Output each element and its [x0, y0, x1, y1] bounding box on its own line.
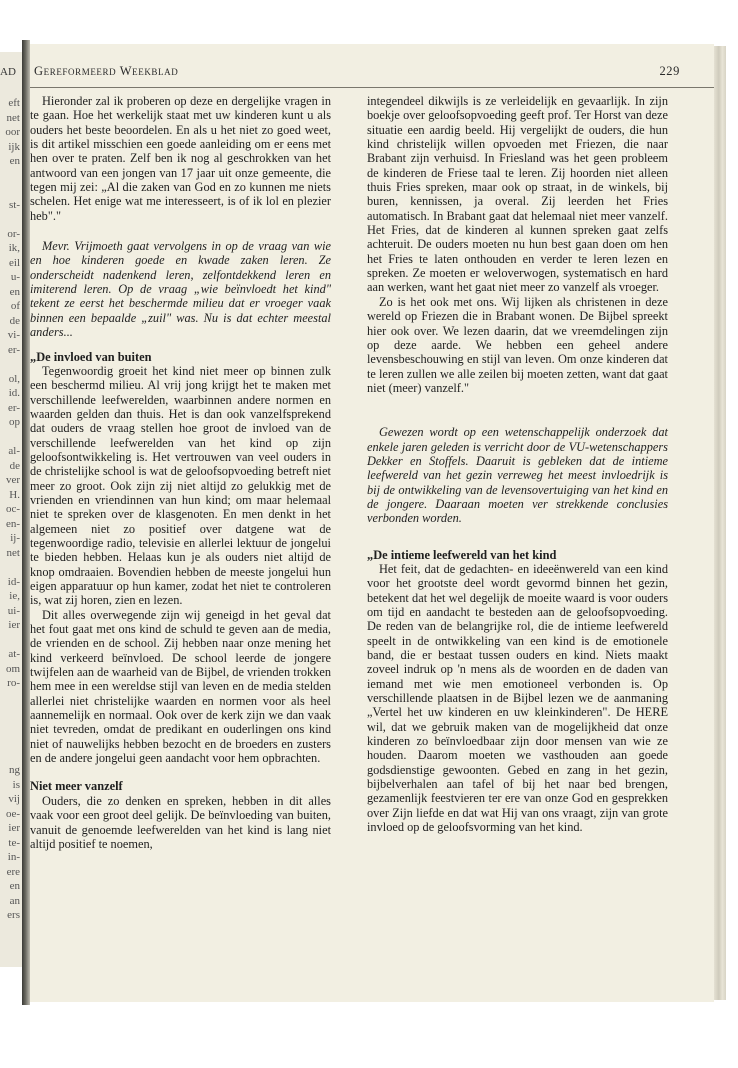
- previous-page-fragment: [0, 357, 22, 372]
- previous-page-fragment: [0, 749, 22, 764]
- previous-page-fragment: H.: [9, 488, 20, 501]
- previous-page-fragment: oc-: [5, 503, 20, 515]
- previous-page-fragment: id.: [8, 387, 20, 399]
- previous-page-fragment: net: [6, 111, 20, 124]
- intro-italic-paragraph: Gewezen wordt op een wetenschappelijk onderzoek dat enkele jaren geleden is verricht door de VU-wetenschappers Dekker en Stoffels. Daaruit is gebleken dat de intieme leefwereld van het gezin verreweg het meest invloedrijk is bij de ontwikkeling van de levensovertuiging van het kind en de jongere. Daaraan moeten ver strekkende conclusies verbonden worden.: [367, 425, 668, 526]
- publication-title: Gereformeerd Weekblad: [34, 64, 179, 78]
- right-column: [367, 94, 668, 835]
- page-stack-edge: [714, 46, 726, 1000]
- previous-page-fragment: ro-: [7, 677, 20, 689]
- previous-page-fragment: [0, 633, 22, 648]
- paragraph: Dit alles overwegende zijn wij geneigd in het geval dat het fout gaat met ons kind de schuld te geven aan de media, de vrienden en de school. Zij hebben naar onze mening het kind verkeerd beïnvloed. De school leerde de jongere twijfelen aan de waarheid van de Bijbel, de vrienden trokken hem mee in een wereldse stijl van leven en de media stelden allerlei niet christelijke waarden en normen voor als heel aannemelijk en normaal. Ook over de kerk zijn we dan vaak niet tevreden, omdat de predikant en ouderlingen ons kind niet of nauwelijks hebben bezocht en de broeders en zusters en de andere jongelui geen aandacht voor hem opbrachten.: [30, 607, 331, 766]
- previous-page-fragment: [0, 691, 22, 706]
- previous-page-fragment: ers: [7, 909, 20, 921]
- previous-page-fragment: om: [5, 662, 20, 675]
- previous-page-fragment: vij: [8, 793, 20, 805]
- previous-page-fragment: u-: [10, 271, 20, 283]
- magazine-page: [30, 44, 714, 1002]
- previous-page-fragment: id-: [7, 575, 20, 588]
- previous-page-fragment: of: [10, 300, 20, 312]
- intro-italic-paragraph: Mevr. Vrijmoeth gaat vervolgens in op de vraag van wie en hoe kinderen goede en kwade zaken leren. Ze onderscheidt nadenkend leren, zelfontdekkend leren en imiterend leren. Op de vraag „wie beïnvloedt het kind" tekent ze eerst het beschermde milieu dat er vroeger vaak binnen een bepaalde „zuil" was. Nu is dat echter meestal anders...: [30, 239, 331, 340]
- previous-page-fragment: vi-: [7, 329, 20, 341]
- previous-page-fragment: [0, 430, 22, 445]
- running-header: [34, 64, 680, 80]
- previous-page-fragment: ver: [5, 474, 20, 486]
- previous-page-fragment: eft: [8, 97, 20, 109]
- previous-page-header-fragment: AD: [0, 66, 16, 78]
- paragraph: integendeel dikwijls is ze verleidelijk en gevaarlijk. In zijn boekje over geloofsopvoeding geeft prof. Ter Horst van deze situatie een aardig beeld. Hij vergelijkt de ouders, die hun kind christelijk willen opvoeden met Friezen, die naar Brabant zijn verhuisd. In Friesland was het geen probleem de kinderen de Friese taal te leren. Zij hoorden niet alleen thuis Fries spreken, maar ook op straat, in de winkels, bij buren, kennissen, ja overal. Zij leerden het Fries automatisch. In Brabant gaat dat helemaal niet meer vanzelf. Het Fries, dat de kinderen al kunnen spreken gaat zelfs achteruit. De ouders moeten nu hun best gaan doen om hen het Fries te laten onthouden en verder te leren lezen en spreken. Ze moeten er weloverwogen, systematisch en hard aan werken, want het gaat niet meer zo vanzelf als vroeger.: [367, 94, 668, 295]
- previous-page-fragment: oor: [5, 126, 20, 138]
- previous-page-fragment: en: [9, 285, 20, 298]
- previous-page-fragment: in-: [7, 851, 20, 863]
- previous-page-fragment: or-: [7, 227, 20, 240]
- previous-page-fragment: [0, 169, 22, 184]
- previous-page-fragment: ere: [6, 865, 20, 878]
- previous-page-fragment: at-: [8, 648, 20, 660]
- paragraph: Hieronder zal ik proberen op deze en dergelijke vragen in te gaan. Hoe het werkelijk staat met uw kinderen kunt u als ouders het beste beoordelen. En als u het niet zo goed weet, is dit artikel misschien een goede aanleiding om er eens met hen over te praten. Zelf ben ik nog al geschrokken van het antwoord van een jongen van 17 jaar uit onze gemeente, die tegen mij zei: „Al die zaken van God en zo kunnen me niets schelen. Het enige wat me interesseert, is of ik lol en plezier heb".": [30, 94, 331, 223]
- previous-page-fragment: st-: [9, 198, 20, 211]
- previous-page-fragment: [0, 560, 22, 575]
- previous-page-line-fragments: [0, 96, 22, 923]
- previous-page-fragment: ier: [8, 619, 20, 631]
- header-rule: [30, 87, 714, 88]
- section-heading: „De intieme leefwereld van het kind: [367, 547, 557, 562]
- previous-page-fragment: ie,: [9, 590, 20, 602]
- previous-page-fragment: de: [9, 314, 20, 327]
- previous-page-fragment: en: [9, 155, 20, 167]
- previous-page-fragment: ng: [9, 764, 20, 776]
- previous-page-fragment: ier: [8, 822, 20, 834]
- previous-page-fragment: op: [9, 416, 20, 428]
- previous-page-fragment: an: [9, 894, 20, 907]
- previous-page-fragment: de: [9, 459, 20, 472]
- book-binding: [22, 40, 30, 1005]
- previous-page-fragment: oe-: [5, 807, 20, 820]
- previous-page-fragment: [0, 183, 22, 198]
- previous-page-fragment: en-: [5, 517, 20, 530]
- paragraph: Ouders, die zo denken en spreken, hebben in dit alles vaak voor een groot deel gelijk. De beïnvloeding van buiten, vanuit de genoemde leefwerelden van het kind is lang niet altijd positief te noemen,: [30, 793, 331, 851]
- previous-page-fragment: net: [6, 546, 20, 559]
- page-number: 229: [659, 64, 680, 78]
- previous-page-fragment: ik,: [8, 242, 20, 254]
- paragraph: Tegenwoordig groeit het kind niet meer op binnen zulk een beschermd milieu. Al vrij jong krijgt het te maken met verschillende leefwerelden, waarbinnen andere normen en waarden gelden dan thuis. Het is dan ook vanzelfsprekend dat ouders de vraag stellen hoe groot de invloed van de verschillende leefwerelden van het kind op zijn geloofsontwikkeling is. Het vertrouwen van veel ouders in de christelijke school is wat de geloofsopvoeding betreft niet meer zo groot. Ook zijn zij niet altijd zo gelukkig met de vrienden en vriendinnen van hun kind; om maar helemaal niet te spreken over de klasgenoten. En men denkt in het algemeen niet zo positief over datgene wat de tegenwoordige radio, televisie en allerlei lektuur de jongelui te bieden hebben. Helaas kun je als ouders niet altijd de knop omdraaien. Bovendien hebben de meeste jongelui hun eigen apparatuur op hun kamer, zodat het niet te controleren is, wat zij horen, zien en lezen.: [30, 363, 331, 608]
- previous-page-fragment: is: [12, 778, 20, 791]
- previous-page-fragment: ijk: [8, 140, 20, 153]
- previous-page-fragment: en: [9, 880, 20, 892]
- previous-page-fragment: er-: [8, 343, 20, 356]
- previous-page-fragment: ui-: [7, 604, 20, 617]
- previous-page-fragment: te-: [8, 836, 20, 849]
- previous-page-fragment: er-: [8, 401, 20, 414]
- paragraph: Het feit, dat de gedachten- en ideeënwereld van een kind voor het grootste deel wordt gevormd binnen het gezin, betekent dat het wel degelijk de moeite waard is voor ouders om tijd en aandacht te besteden aan de geloofsopvoeding. De reden van de belangrijke rol, die de intieme leefwereld speelt in de ontwikkeling van een kind is de emotionele band, die er bestaat tussen ouders en kind. Niets maakt zoveel indruk op 'n mens als de woorden en de daden van iemand met wie men emotioneel verbonden is. Op verschillende plaatsen in de Bijbel lezen we de aanmaning „Vertel het uw kinderen en uw kleinkinderen". De HERE wil, dat we gebruik maken van de mogelijkheid dat onze kinderen zo beïnvloedbaar zijn door mensen van wie ze houden. Daarom moeten we vasthouden aan goede godsdienstige gewoonten. Gebed en zang in het gezin, bijbelverhalen aan tafel of bij het naar bed brengen, gezamenlijk feestvieren ter ere van onze God en gesprekken over Zijn liefde en dat wat Hij van ons vraagt, zijn van grote invloed op de geloofsvorming van het kind.: [367, 561, 668, 835]
- previous-page-fragment: ol,: [8, 372, 20, 385]
- previous-page-fragment: al-: [8, 445, 20, 457]
- previous-page-fragment: [0, 734, 22, 749]
- previous-page-fragment: [0, 212, 22, 227]
- previous-page-fragment: eil: [9, 256, 20, 269]
- paragraph: Zo is het ook met ons. Wij lijken als christenen in deze wereld op Friezen die in Brabant wonen. De Bijbel spreekt hier ook over. We lezen daarin, dat we vreemdelingen zijn op deze aarde. We hebben een geheel andere levensbeschouwing en stijl van leven. Om onze kinderen dat te leren zullen we alle zeilen bij moeten zetten, want dat gaat niet (meer) vanzelf.": [367, 294, 668, 395]
- section-heading: Niet meer vanzelf: [30, 779, 123, 794]
- previous-page-fragment: ij-: [10, 532, 20, 544]
- previous-page-fragment: [0, 720, 22, 735]
- previous-page-fragment: [0, 705, 22, 720]
- left-column: [30, 94, 331, 851]
- previous-page-edge: [0, 52, 22, 967]
- section-heading: „De invloed van buiten: [30, 349, 152, 364]
